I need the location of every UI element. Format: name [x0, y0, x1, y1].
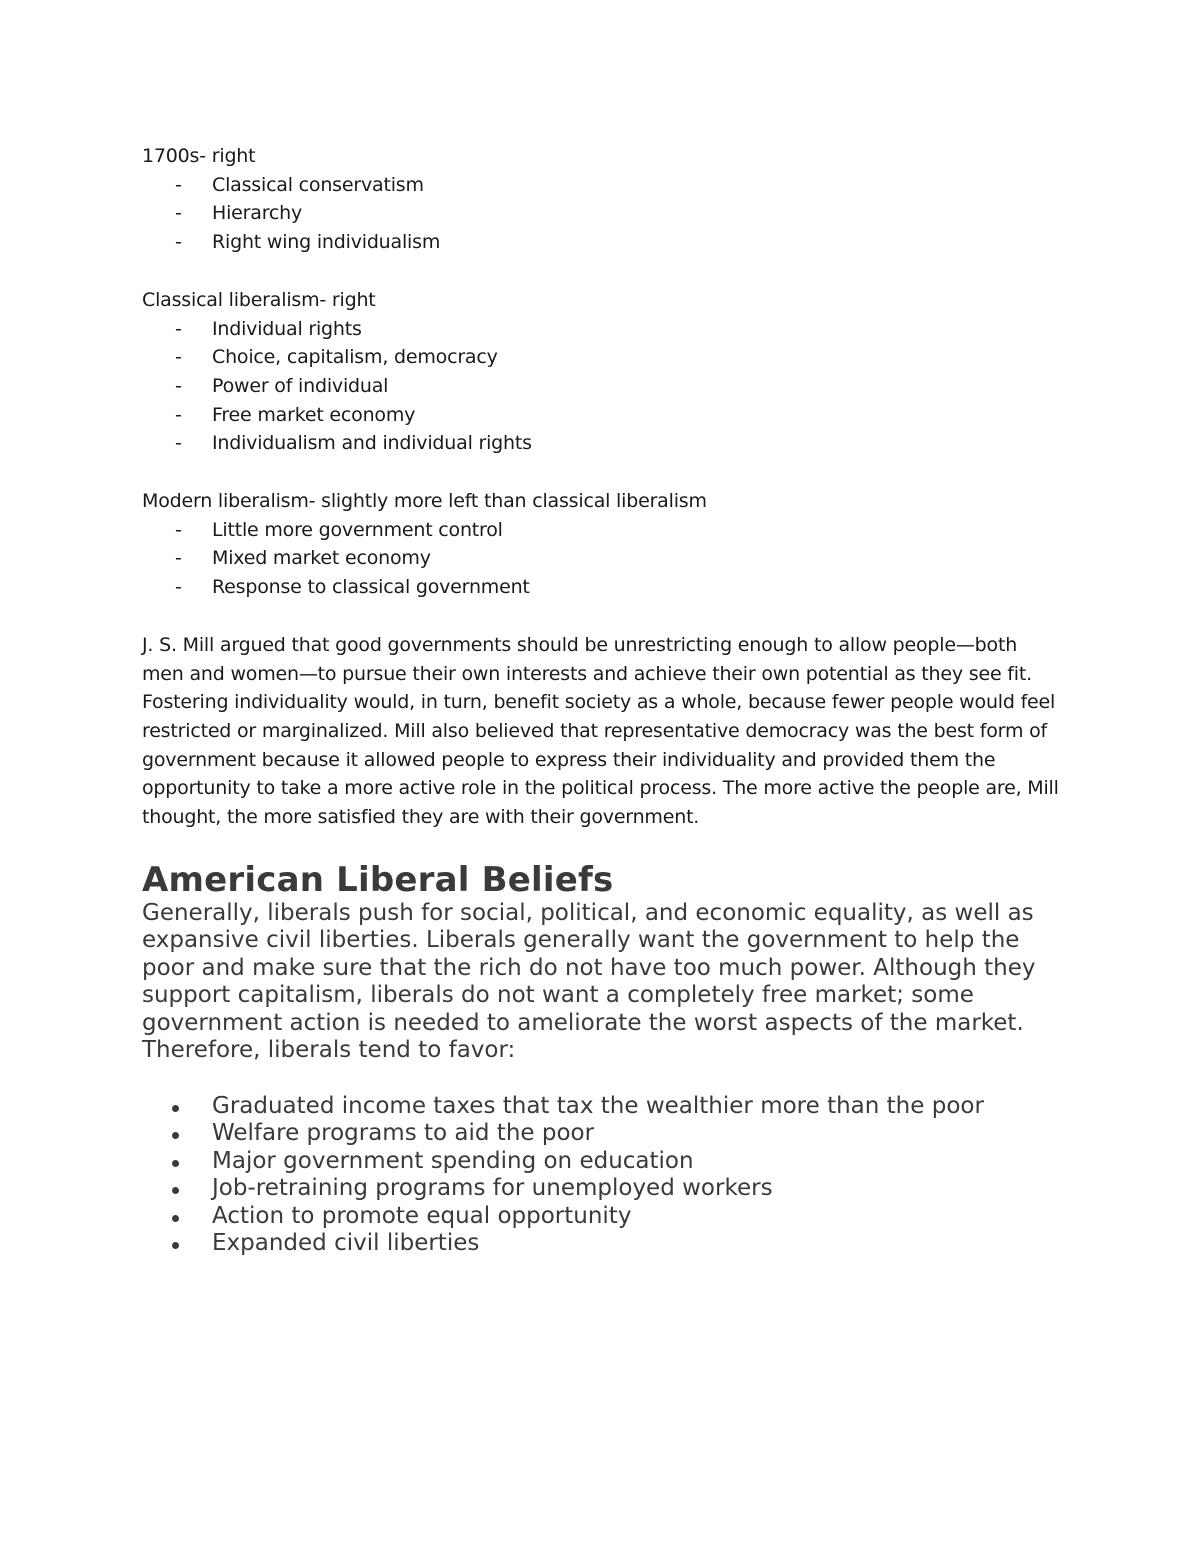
- list-item: [142, 573, 1062, 602]
- section-1700s: [142, 142, 1062, 257]
- bullet-icon: [172, 1215, 179, 1222]
- list-item-text: Little more government control: [212, 518, 503, 541]
- section-classical-liberalism: [142, 286, 1062, 458]
- list-item: [142, 1120, 1062, 1148]
- dash-marker: -: [175, 231, 182, 254]
- list-item: [142, 171, 1062, 200]
- spacer: [142, 458, 1062, 487]
- dash-marker: -: [175, 202, 182, 225]
- american-intro-paragraph: Generally, liberals push for social, political, and economic equality, as well as expansive civil liberties. Liberals generally want the government to help the poor and make sure that the rich do not have too much power. Although they support capitalism, liberals do not want a completely free market; some government action is needed to ameliorate the worst aspects of the market. Therefore, liberals tend to favor:: [142, 899, 1036, 1064]
- list-item-text: Choice, capitalism, democracy: [212, 346, 498, 369]
- mill-paragraph: J. S. Mill argued that good governments should be unrestricting enough to allow people—both men and women—to pursue their own interests and achieve their own potential as they see fit. Fostering individuality would, in turn, benefit society as a whole, because fewer people would feel restricted or marginalized. Mill also believed that representative democracy was the best form of government because it allowed people to express their individuality and provided them the opportunity to take a more active role in the political process. The more active the people are, Mill thought, the more satisfied they are with their government.: [142, 633, 1059, 829]
- bullet-icon: [172, 1242, 179, 1249]
- spacer: [142, 602, 1062, 631]
- list-item: [142, 199, 1062, 228]
- bullet-icon: [172, 1160, 179, 1167]
- dash-marker: -: [175, 346, 182, 369]
- list-item: [142, 1203, 1062, 1231]
- list-item: [142, 1093, 1062, 1121]
- list-item-text: Right wing individualism: [212, 231, 441, 254]
- bullet-icon: [172, 1105, 179, 1112]
- list-item-text: Classical conservatism: [212, 173, 424, 196]
- dash-marker: -: [175, 547, 182, 570]
- dash-list: [142, 171, 1062, 257]
- bullet-list: [142, 1093, 1062, 1258]
- dash-marker: -: [175, 317, 182, 340]
- list-item-text: Free market economy: [212, 403, 416, 426]
- notes-block: [142, 142, 1062, 832]
- list-item-text: Major government spending on education: [212, 1147, 694, 1174]
- dash-marker: -: [175, 374, 182, 397]
- list-item: [142, 401, 1062, 430]
- list-item: [142, 315, 1062, 344]
- bullet-icon: [172, 1132, 179, 1139]
- list-item: [142, 1230, 1062, 1258]
- list-item: [142, 372, 1062, 401]
- list-item-text: Power of individual: [212, 374, 389, 397]
- list-item-text: Hierarchy: [212, 202, 303, 225]
- list-item: [142, 1148, 1062, 1176]
- list-item: [142, 343, 1062, 372]
- list-item-text: Graduated income taxes that tax the wealthier more than the poor: [212, 1092, 984, 1119]
- dash-marker: -: [175, 403, 182, 426]
- list-item: [142, 228, 1062, 257]
- dash-marker: -: [175, 173, 182, 196]
- dash-marker: -: [175, 576, 182, 599]
- list-item: [142, 544, 1062, 573]
- list-item: [142, 516, 1062, 545]
- american-liberal-beliefs-heading: American Liberal Beliefs: [142, 859, 614, 900]
- list-item-text: Individualism and individual rights: [212, 432, 532, 455]
- list-item-text: Job-retraining programs for unemployed workers: [212, 1175, 773, 1202]
- section-title: Modern liberalism- slightly more left than classical liberalism: [142, 490, 707, 513]
- list-item-text: Expanded civil liberties: [212, 1230, 480, 1257]
- section-title: 1700s- right: [142, 145, 256, 167]
- list-item-text: Welfare programs to aid the poor: [212, 1120, 595, 1147]
- dash-marker: -: [175, 432, 182, 455]
- bullet-icon: [172, 1187, 179, 1194]
- dash-list: [142, 315, 1062, 459]
- list-item: [142, 1175, 1062, 1203]
- section-title: Classical liberalism- right: [142, 288, 376, 311]
- spacer: [142, 257, 1062, 286]
- section-modern-liberalism: [142, 487, 1062, 602]
- list-item-text: Individual rights: [212, 317, 362, 340]
- list-item: [142, 429, 1062, 458]
- list-item-text: Action to promote equal opportunity: [212, 1202, 632, 1229]
- list-item-text: Mixed market economy: [212, 547, 431, 570]
- list-item-text: Response to classical government: [212, 576, 530, 599]
- dash-list: [142, 516, 1062, 602]
- dash-marker: -: [175, 518, 182, 541]
- document-content: [142, 142, 1062, 1258]
